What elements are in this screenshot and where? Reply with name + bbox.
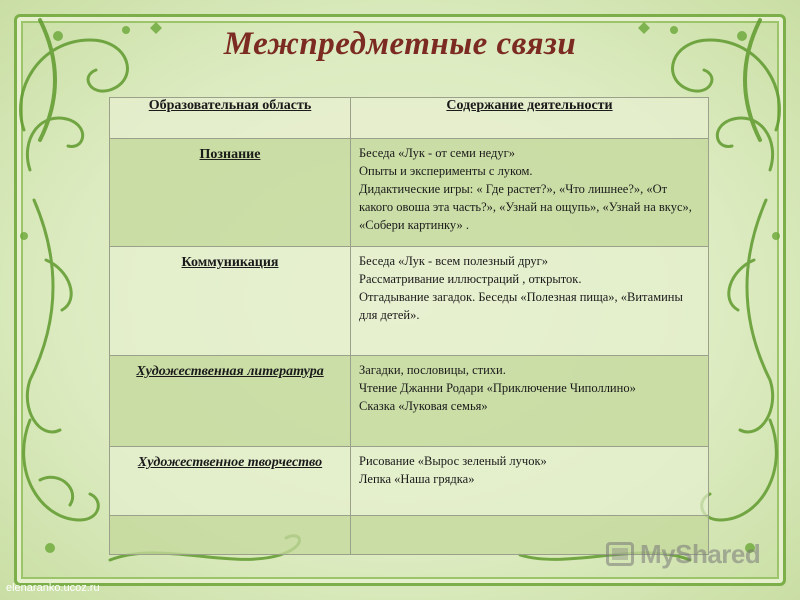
content-cell [351, 139, 709, 247]
content-line: Беседа «Лук - всем полезный друг» [359, 254, 549, 268]
empty-cell [110, 516, 351, 555]
area-cell: Художественное творчество [110, 447, 351, 516]
area-cell: Художественная литература [110, 356, 351, 447]
content-line: Лепка «Наша грядка» [359, 472, 475, 486]
content-table [109, 97, 709, 555]
header-content: Содержание деятельности [351, 98, 709, 139]
table-row [110, 139, 709, 247]
page-title: Межпредметные связи [223, 26, 577, 62]
area-cell: Коммуникация [110, 247, 351, 356]
watermark-text: MyShared [640, 538, 761, 569]
content-line: Рассматривание иллюстраций , открыток. [359, 272, 582, 286]
table-row [110, 247, 709, 356]
source-url: elenaranko.ucoz.ru [6, 582, 100, 594]
area-cell: Познание [110, 139, 351, 247]
content-line: Опыты и эксперименты с луком. [359, 164, 533, 178]
watermark [606, 536, 760, 572]
content-line: Отгадывание загадок. Беседы «Полезная пища», «Витамины для детей». [359, 290, 683, 322]
header-area: Образовательная область [110, 98, 351, 139]
table-row [110, 356, 709, 447]
content-line: Чтение Джанни Родари «Приключение Чиполлино» [359, 381, 636, 395]
content-cell [351, 447, 709, 516]
content-line: Дидактические игры: « Где растет?», «Что лишнее?», «От какого овоша эта часть?», «Узнай на ощупь», «Узнай на вкус», «Собери картинку» . [359, 182, 692, 232]
content-line: Сказка «Луковая семья» [359, 399, 488, 413]
content-cell [351, 356, 709, 447]
presentation-screen-icon [606, 542, 634, 566]
content-line: Беседа «Лук - от семи недуг» [359, 146, 516, 160]
table-row [110, 447, 709, 516]
table-header-row [110, 98, 709, 139]
content-line: Рисование «Вырос зеленый лучок» [359, 454, 547, 468]
content-line: Загадки, пословицы, стихи. [359, 363, 506, 377]
content-cell [351, 247, 709, 356]
